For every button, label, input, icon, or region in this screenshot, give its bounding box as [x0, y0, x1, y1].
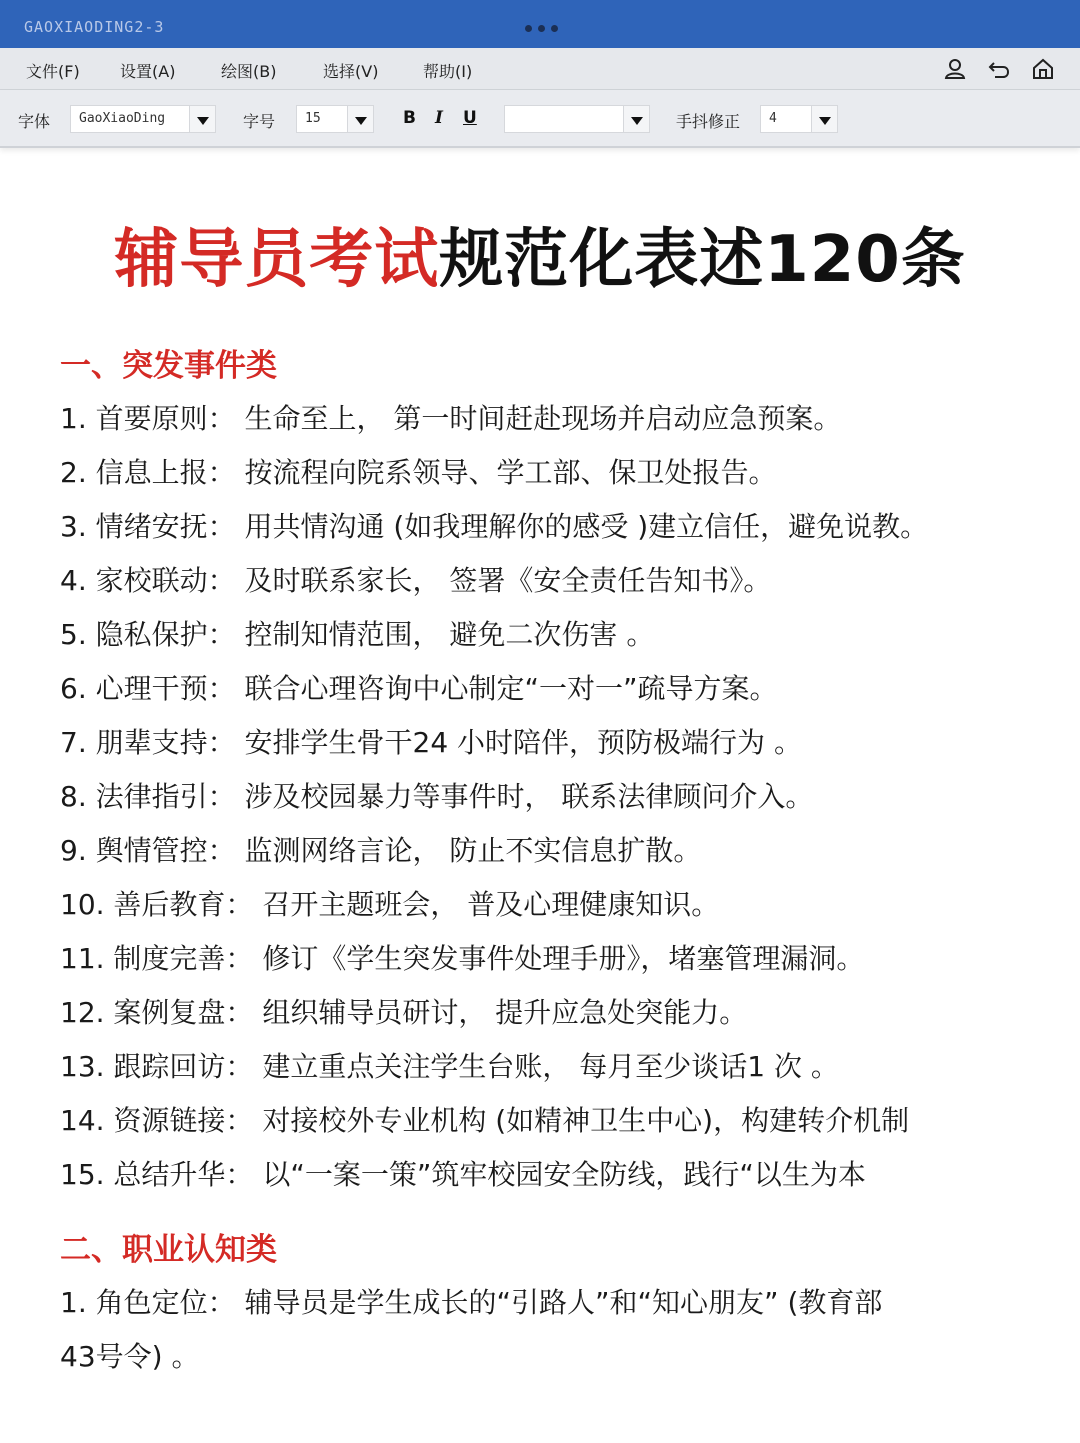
list-item: 1. 角色定位： 辅导员是学生成长的“引路人”和“知心朋友” (教育部 [60, 1286, 883, 1319]
font-label: 字体 [18, 112, 51, 131]
list-item: 2. 信息上报： 按流程向院系领导、学工部、保卫处报告。 [60, 456, 777, 489]
section-heading: 二、职业认知类 [60, 1232, 277, 1268]
correction-select[interactable]: 4 [760, 105, 812, 133]
list-item: 7. 朋辈支持： 安排学生骨干24 小时陪伴，预防极端行为 。 [60, 726, 802, 759]
size-label: 字号 [243, 112, 276, 131]
list-item: 13. 跟踪回访： 建立重点关注学生台账， 每月至少谈话1 次 。 [60, 1050, 839, 1083]
dot-icon [538, 25, 545, 32]
list-item: 43号令) 。 [60, 1340, 200, 1373]
title-black-part: 规范化表述120条 [439, 223, 966, 297]
app-name: GAOXIAODING2-3 [24, 18, 165, 36]
menu-help[interactable]: 帮助(I) [423, 62, 473, 81]
color-dropdown-icon[interactable] [624, 105, 650, 133]
list-item: 4. 家校联动： 及时联系家长， 签署《安全责任告知书》。 [60, 564, 772, 597]
window-menu-dots[interactable] [525, 25, 558, 32]
title-red-part: 辅导员考试 [114, 223, 440, 297]
menu-right-icons [942, 56, 1056, 82]
size-select[interactable]: 15 [296, 105, 348, 133]
list-item: 8. 法律指引： 涉及校园暴力等事件时， 联系法律顾问介入。 [60, 780, 814, 813]
list-item: 5. 隐私保护： 控制知情范围， 避免二次伤害 。 [60, 618, 655, 651]
menu-draw[interactable]: 绘图(B) [221, 62, 277, 81]
menu-bar [0, 48, 1080, 90]
underline-button[interactable]: U [463, 108, 477, 128]
menu-select[interactable]: 选择(V) [323, 62, 379, 81]
list-item: 6. 心理干预： 联合心理咨询中心制定“一对一”疏导方案。 [60, 672, 778, 705]
title-bar [0, 0, 1080, 48]
correction-dropdown-icon[interactable] [812, 105, 838, 133]
correction-label: 手抖修正 [676, 112, 741, 131]
home-icon[interactable] [1030, 56, 1056, 82]
dot-icon [525, 25, 532, 32]
italic-button[interactable]: I [435, 108, 443, 128]
list-item: 10. 善后教育： 召开主题班会， 普及心理健康知识。 [60, 888, 720, 921]
list-item: 1. 首要原则： 生命至上， 第一时间赶赴现场并启动应急预案。 [60, 402, 842, 435]
bold-button[interactable]: B [403, 108, 416, 128]
menu-file[interactable]: 文件(F) [26, 62, 80, 81]
list-item: 9. 舆情管控： 监测网络言论， 防止不实信息扩散。 [60, 834, 702, 867]
list-item: 15. 总结升华： 以“一案一策”筑牢校园安全防线，践行“以生为本 [60, 1158, 866, 1191]
user-icon[interactable] [942, 56, 968, 82]
dot-icon [551, 25, 558, 32]
document-title [0, 208, 1080, 300]
list-item: 11. 制度完善： 修订《学生突发事件处理手册》，堵塞管理漏洞。 [60, 942, 865, 975]
list-item: 12. 案例复盘： 组织辅导员研讨， 提升应急处突能力。 [60, 996, 748, 1029]
section-heading: 一、突发事件类 [60, 348, 277, 384]
color-select[interactable] [504, 105, 624, 133]
menu-settings[interactable]: 设置(A) [120, 62, 176, 81]
list-item: 14. 资源链接： 对接校外专业机构 (如精神卫生中心)，构建转介机制 [60, 1104, 910, 1137]
font-dropdown-icon[interactable] [190, 105, 216, 133]
format-toolbar [0, 90, 1080, 148]
list-item: 3. 情绪安抚： 用共情沟通 (如我理解你的感受 )建立信任，避免说教。 [60, 510, 929, 543]
font-select[interactable]: GaoXiaoDing [70, 105, 190, 133]
size-dropdown-icon[interactable] [348, 105, 374, 133]
undo-icon[interactable] [986, 56, 1012, 82]
